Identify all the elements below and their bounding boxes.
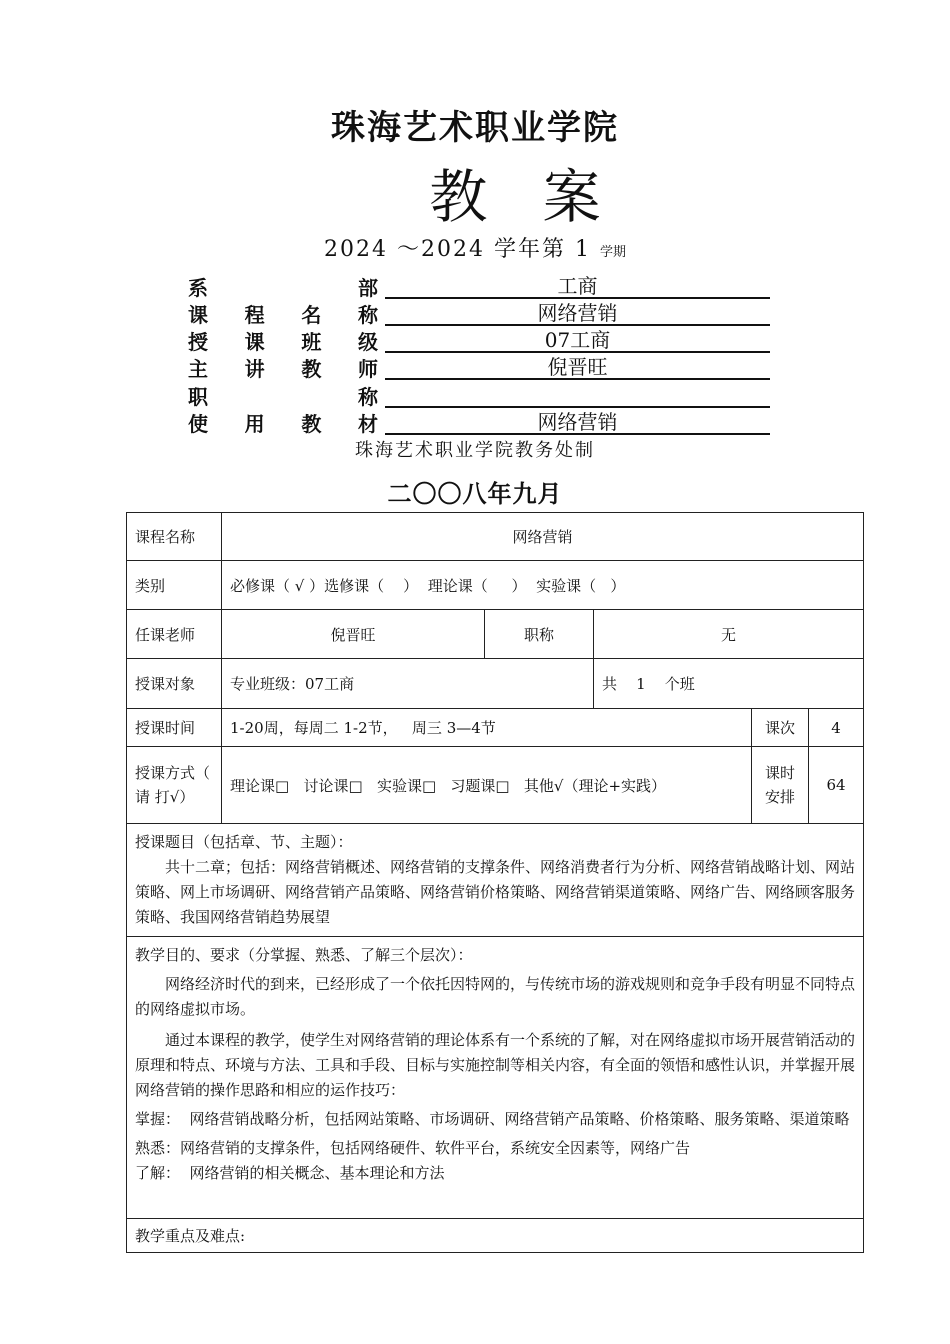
info-value: 倪晋旺 xyxy=(385,353,770,380)
goal-master: 掌握： 网络营销战略分析，包括网站策略、市场调研、网络营销产品策略、价格策略、服务策略、渠道策略 xyxy=(135,1110,850,1128)
target-class: 专业班级：07工商 xyxy=(222,659,594,709)
info-row xyxy=(188,381,773,408)
info-label-char: 教 xyxy=(301,412,322,436)
lesson-plan-table xyxy=(126,512,864,1253)
course-name-label: 课程名称 xyxy=(127,513,222,561)
focus-heading: 教学重点及难点: xyxy=(127,1219,864,1253)
date-line: 二〇〇八年九月 xyxy=(387,479,563,508)
term-main: 2024 ～2024 学年第 1 xyxy=(324,237,591,262)
info-label-char: 班 xyxy=(301,330,322,354)
row-goal xyxy=(127,937,864,1219)
info-label-char: 部 xyxy=(358,276,378,300)
info-label-char: 程 xyxy=(244,303,265,327)
row-category xyxy=(127,561,864,610)
category-value: 必修课（ √ ）选修课（ ） 理论课（ ） 实验课（ ） xyxy=(222,561,864,610)
info-label xyxy=(188,272,378,299)
info-value: 07工商 xyxy=(385,326,770,353)
row-focus xyxy=(127,1219,864,1253)
info-value: 网络营销 xyxy=(385,408,770,435)
info-label-char: 课 xyxy=(244,330,265,354)
course-name-value: 网络营销 xyxy=(222,513,864,561)
goal-para-2: 通过本课程的教学，使学生对网络营销的理论体系有一个系统的了解，对在网络虚拟市场开展营销活动的原理和特点、环境与方法、工具和手段、目标与实施控制等相关内容，有全面的领悟和感性认识，并掌握开展网络营销的操作思路和相应的运作技巧： xyxy=(135,1031,856,1099)
method-value: 理论课□ 讨论课□ 实验课□ 习题课□ 其他√（理论+实践） xyxy=(222,747,752,824)
teacher-value: 倪晋旺 xyxy=(222,610,485,659)
info-label-char: 称 xyxy=(358,385,378,409)
title-label: 职称 xyxy=(485,610,594,659)
info-label-char: 讲 xyxy=(244,357,265,381)
row-topic xyxy=(127,824,864,937)
row-teacher xyxy=(127,610,864,659)
info-label-char: 系 xyxy=(188,276,208,300)
info-row xyxy=(188,272,773,299)
info-label xyxy=(188,408,378,435)
row-target xyxy=(127,659,864,709)
teacher-label: 任课老师 xyxy=(127,610,222,659)
category-label: 类别 xyxy=(127,561,222,610)
sessions-label: 课次 xyxy=(752,709,809,747)
time-label: 授课时间 xyxy=(127,709,222,747)
goal-para-1: 网络经济时代的到来，已经形成了一个依托因特网的，与传统市场的游戏规则和竞争手段有明显不同特点的网络虚拟市场。 xyxy=(135,975,856,1018)
info-label-char: 级 xyxy=(357,330,378,354)
info-label-char: 用 xyxy=(244,412,265,436)
goal-familiar: 熟悉：网络营销的支撑条件，包括网络硬件、软件平台，系统安全因素等，网络广告 xyxy=(135,1139,691,1157)
info-label xyxy=(188,353,378,380)
goal-cell xyxy=(127,937,864,1219)
info-label-char: 称 xyxy=(357,303,378,327)
target-label: 授课对象 xyxy=(127,659,222,709)
sessions-value: 4 xyxy=(809,709,864,747)
info-value: 网络营销 xyxy=(385,299,770,326)
school-title: 珠海艺术职业学院 xyxy=(331,108,619,148)
topic-text: 共十二章；包括：网络营销概述、网络营销的支撑条件、网络消费者行为分析、网络营销战略计划、网站策略、网上市场调研、网络营销产品策略、网络营销价格策略、网络营销渠道策略、网络广告、网络顾客服务策略、我国网络营销趋势展望 xyxy=(135,858,856,926)
info-label-char: 课 xyxy=(188,303,208,327)
info-label-char: 职 xyxy=(188,385,208,409)
info-label-char: 师 xyxy=(357,357,378,381)
info-label xyxy=(188,326,378,353)
info-value xyxy=(385,381,770,408)
method-label: 授课方式（ 请 打√） xyxy=(127,747,222,824)
row-course-name xyxy=(127,513,864,561)
info-label xyxy=(188,299,378,326)
info-label-char: 名 xyxy=(301,303,322,327)
info-row xyxy=(188,408,773,435)
info-label-char: 教 xyxy=(301,357,322,381)
info-label xyxy=(188,381,378,408)
goal-understand: 了解： 网络营销的相关概念、基本理论和方法 xyxy=(135,1164,445,1182)
info-label-char: 主 xyxy=(188,357,208,381)
info-label-char: 授 xyxy=(188,330,208,354)
term-line xyxy=(0,232,950,263)
row-time xyxy=(127,709,864,747)
row-method xyxy=(127,747,864,824)
info-row xyxy=(188,326,773,353)
hours-label: 课时安排 xyxy=(752,747,809,824)
goal-heading: 教学目的、要求（分掌握、熟悉、了解三个层次）： xyxy=(135,946,473,964)
topic-heading: 授课题目（包括章、节、主题）： xyxy=(135,833,353,851)
target-count: 共 1 个班 xyxy=(594,659,864,709)
topic-cell xyxy=(127,824,864,937)
info-value: 工商 xyxy=(385,272,770,299)
info-label-char: 使 xyxy=(188,412,208,436)
info-row xyxy=(188,299,773,326)
time-value: 1-20周，每周二 1-2节， 周三 3—4节 xyxy=(222,709,752,747)
info-label-char: 材 xyxy=(357,412,378,436)
term-suffix: 学期 xyxy=(599,245,626,260)
info-row xyxy=(188,353,773,380)
hours-value: 64 xyxy=(809,747,864,824)
office-line: 珠海艺术职业学院教务处制 xyxy=(355,440,595,461)
title-value: 无 xyxy=(594,610,864,659)
doc-title: 教 案 xyxy=(429,163,601,231)
